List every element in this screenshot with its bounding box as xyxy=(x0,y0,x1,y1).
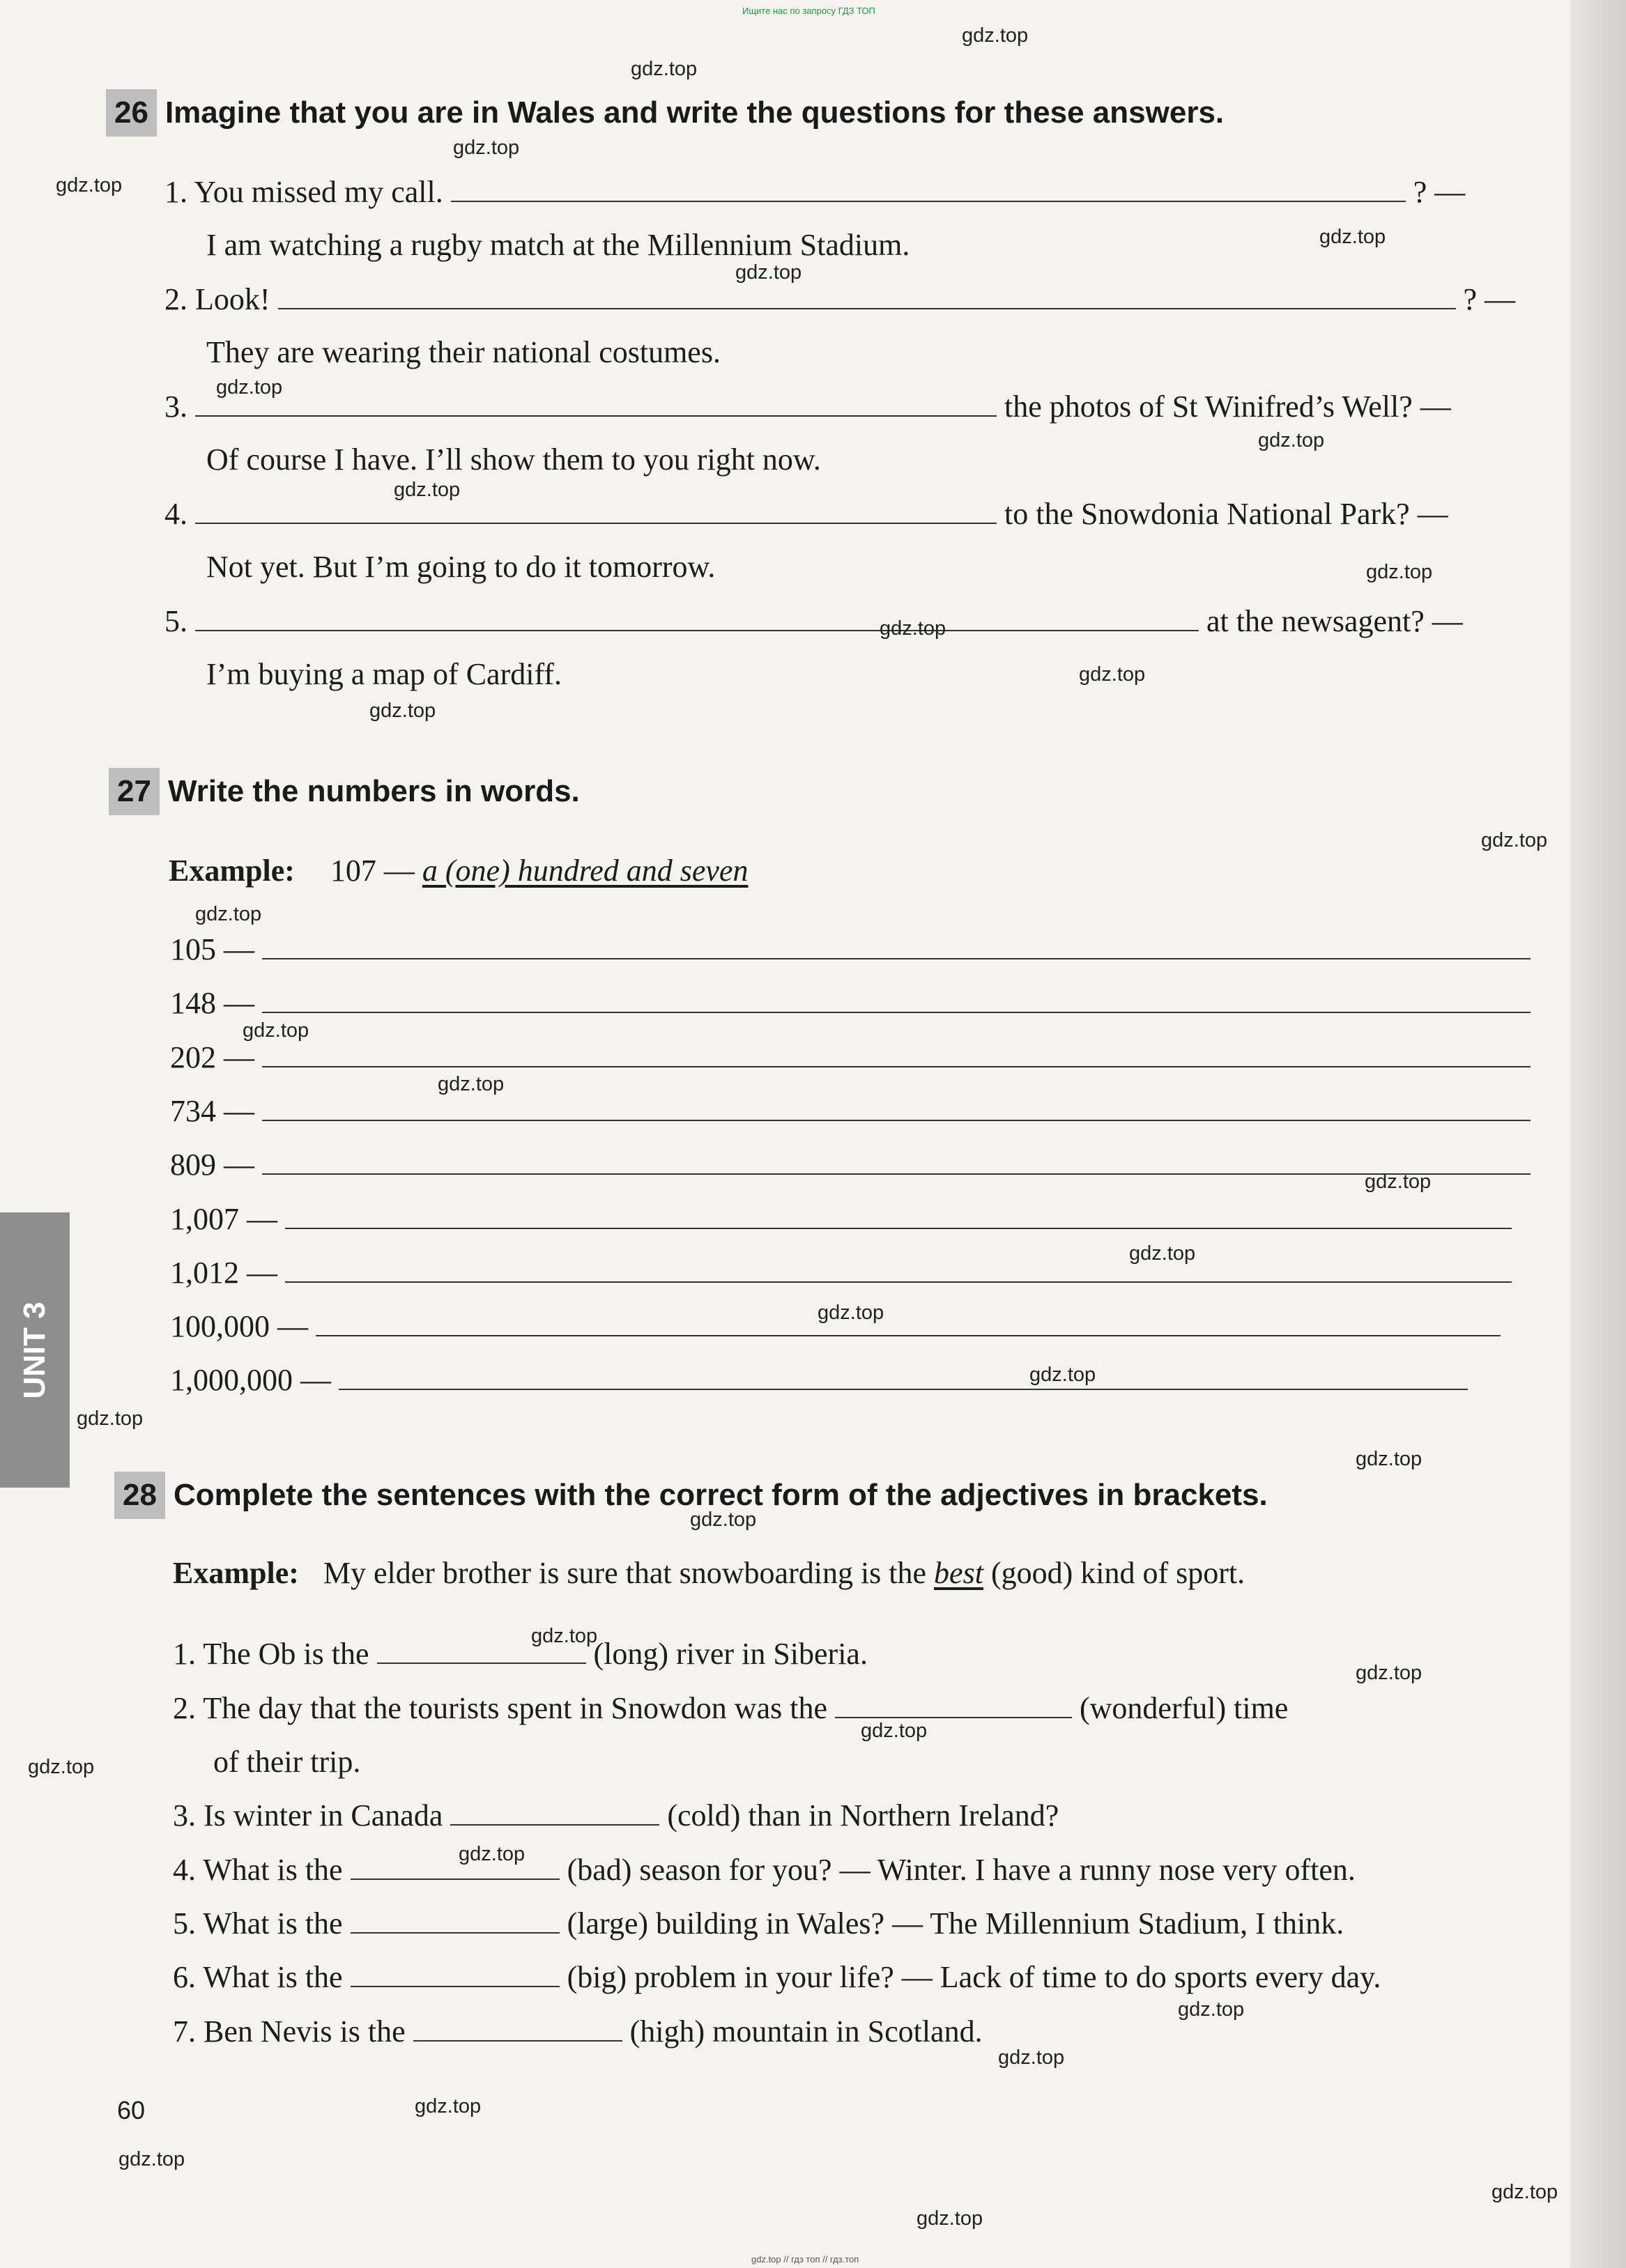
ex26-q1-blank[interactable] xyxy=(451,173,1406,202)
ex27-item-label: 105 — xyxy=(170,932,254,966)
ex28-item-6 xyxy=(173,1958,1381,1997)
ex26-q2 xyxy=(164,280,1515,319)
ex26-heading xyxy=(106,89,1224,137)
watermark: gdz.top xyxy=(531,1625,598,1647)
watermark: gdz.top xyxy=(56,174,123,196)
watermark: gdz.top xyxy=(690,1509,757,1531)
watermark: gdz.top xyxy=(415,2095,482,2117)
ex27-item-202 xyxy=(170,1038,1531,1077)
watermark: gdz.top xyxy=(1356,1448,1422,1470)
ex28-number: 28 xyxy=(114,1472,165,1519)
ex27-blank[interactable] xyxy=(316,1307,1501,1336)
ex27-item-105 xyxy=(170,930,1531,969)
ex26-q3-text: 3. xyxy=(164,389,187,424)
ex27-item-148 xyxy=(170,984,1531,1023)
watermark: gdz.top xyxy=(916,2207,983,2230)
watermark: gdz.top xyxy=(631,58,698,80)
ex26-title: Imagine that you are in Wales and write the questions for these answers. xyxy=(164,95,1225,130)
ex27-title: Write the numbers in words. xyxy=(167,774,580,808)
ex27-blank[interactable] xyxy=(262,984,1531,1013)
ex28-item-1 xyxy=(173,1635,868,1674)
ex28-item-after: (big) problem in your life? — Lack of time to do sports every day. xyxy=(567,1960,1381,1994)
watermark: gdz.top xyxy=(216,376,283,399)
watermark: gdz.top xyxy=(1258,429,1325,452)
watermark: gdz.top xyxy=(962,24,1029,47)
ex28-item-2-cont: of their trip. xyxy=(213,1745,361,1779)
watermark: gdz.top xyxy=(1319,226,1386,248)
watermark: gdz.top xyxy=(1129,1242,1196,1265)
watermark: gdz.top xyxy=(195,903,262,925)
watermark: gdz.top xyxy=(438,1073,505,1095)
ex27-item-label: 100,000 — xyxy=(170,1309,308,1343)
ex28-example-after: (good) kind of sport. xyxy=(990,1556,1245,1590)
ex28-item-after: (cold) than in Northern Ireland? xyxy=(667,1798,1059,1833)
ex27-item-label: 734 — xyxy=(170,1094,254,1128)
watermark: gdz.top xyxy=(453,137,520,159)
ex27-example-label: Example: xyxy=(169,854,295,888)
ex28-item-before: 2. The day that the tourists spent in Snowdon was the xyxy=(173,1691,827,1725)
ex26-a3: Of course I have. I’ll show them to you right now. xyxy=(206,442,821,477)
top-search-note: Ищите нас по запросу ГДЗ ТОП xyxy=(742,6,875,16)
watermark: gdz.top xyxy=(118,2148,185,2170)
ex28-item-before: 5. What is the xyxy=(173,1906,343,1941)
ex26-q3-suffix: the photos of St Winifred’s Well? — xyxy=(1004,389,1451,424)
ex26-q3 xyxy=(164,387,1451,426)
ex27-heading xyxy=(109,768,580,815)
ex27-item-label: 1,007 — xyxy=(170,1202,277,1236)
watermark: gdz.top xyxy=(1481,829,1548,851)
ex27-item-label: 148 — xyxy=(170,986,254,1020)
ex28-blank[interactable] xyxy=(351,1851,560,1880)
ex28-item-4 xyxy=(173,1851,1356,1890)
ex27-blank[interactable] xyxy=(262,1145,1531,1175)
ex28-example-label: Example: xyxy=(173,1556,299,1590)
ex27-item-label: 1,012 — xyxy=(170,1256,277,1290)
ex26-q2-blank[interactable] xyxy=(278,280,1456,309)
ex26-a1: I am watching a rugby match at the Millennium Stadium. xyxy=(206,228,910,262)
ex28-item-after: (long) river in Siberia. xyxy=(593,1637,868,1671)
watermark: gdz.top xyxy=(459,1843,526,1865)
ex28-item-after: (high) mountain in Scotland. xyxy=(629,2014,983,2049)
ex28-example-before: My elder brother is sure that snowboarding is the xyxy=(323,1556,927,1590)
page-edge-shadow xyxy=(1570,0,1626,2268)
ex26-q3-blank[interactable] xyxy=(195,387,997,417)
ex26-q2-text: 2. Look! xyxy=(164,282,270,316)
ex26-q4-blank[interactable] xyxy=(195,495,997,524)
ex27-blank[interactable] xyxy=(262,930,1531,959)
ex26-a2: They are wearing their national costumes. xyxy=(206,335,721,369)
watermark: gdz.top xyxy=(394,479,461,501)
ex26-q1-suffix: ? — xyxy=(1413,175,1466,209)
ex27-item-1000000 xyxy=(170,1361,1468,1400)
ex26-q5-blank[interactable] xyxy=(195,602,1199,631)
ex26-q5-text: 5. xyxy=(164,604,187,638)
ex27-blank[interactable] xyxy=(285,1253,1512,1283)
ex27-item-label: 809 — xyxy=(170,1148,254,1182)
ex28-item-after: (bad) season for you? — Winter. I have a runny nose very often. xyxy=(567,1853,1356,1887)
ex27-item-label: 1,000,000 — xyxy=(170,1363,331,1397)
ex27-item-734 xyxy=(170,1092,1531,1131)
ex28-item-before: 1. The Ob is the xyxy=(173,1637,369,1671)
watermark: gdz.top xyxy=(818,1302,884,1324)
watermark: gdz.top xyxy=(1365,1171,1432,1193)
watermark: gdz.top xyxy=(1491,2181,1558,2203)
ex27-blank[interactable] xyxy=(285,1200,1512,1229)
ex27-example-answer: a (one) hundred and seven xyxy=(422,854,749,888)
ex27-item-label: 202 — xyxy=(170,1040,254,1074)
ex27-item-1007 xyxy=(170,1200,1512,1239)
ex27-example xyxy=(169,851,748,890)
ex27-example-number: 107 — xyxy=(330,854,415,888)
watermark: gdz.top xyxy=(880,617,946,640)
ex27-item-1012 xyxy=(170,1253,1512,1293)
ex26-q2-suffix: ? — xyxy=(1463,282,1516,316)
ex27-item-809 xyxy=(170,1145,1531,1185)
ex28-example-answer: best xyxy=(934,1556,983,1590)
watermark: gdz.top xyxy=(77,1407,144,1430)
ex28-item-3 xyxy=(173,1796,1059,1835)
ex28-example xyxy=(173,1554,1245,1593)
ex26-q5-suffix: at the newsagent? — xyxy=(1206,604,1463,638)
ex27-blank[interactable] xyxy=(262,1092,1531,1121)
ex26-q5 xyxy=(164,602,1463,641)
watermark: gdz.top xyxy=(1178,1998,1245,2021)
ex26-q1 xyxy=(164,173,1465,212)
ex28-item-before: 6. What is the xyxy=(173,1960,343,1994)
ex26-q4-suffix: to the Snowdonia National Park? — xyxy=(1004,497,1448,531)
unit-tab xyxy=(0,1212,70,1488)
ex26-q1-text: 1. You missed my call. xyxy=(164,175,443,209)
ex28-item-5 xyxy=(173,1904,1344,1943)
watermark: gdz.top xyxy=(243,1019,309,1042)
watermark: gdz.top xyxy=(861,1720,928,1742)
ex28-blank[interactable] xyxy=(351,1958,560,1987)
ex27-blank[interactable] xyxy=(339,1361,1468,1390)
ex28-item-after: (wonderful) time xyxy=(1079,1691,1289,1725)
ex28-item-2 xyxy=(173,1689,1288,1728)
ex28-item-before: 4. What is the xyxy=(173,1853,343,1887)
ex28-item-before: 3. Is winter in Canada xyxy=(173,1798,443,1833)
watermark: gdz.top xyxy=(1029,1364,1096,1386)
ex28-title: Complete the sentences with the correct form of the adjectives in brackets. xyxy=(173,1478,1268,1512)
ex26-a4: Not yet. But I’m going to do it tomorrow. xyxy=(206,550,716,584)
ex28-item-before: 7. Ben Nevis is the xyxy=(173,2014,406,2049)
watermark: gdz.top xyxy=(28,1756,95,1778)
ex28-item-7 xyxy=(173,2012,983,2051)
ex27-blank[interactable] xyxy=(262,1038,1531,1067)
watermark: gdz.top xyxy=(1366,561,1433,583)
watermark: gdz.top xyxy=(1356,1662,1422,1684)
watermark: gdz.top xyxy=(1079,663,1146,686)
ex26-q4-text: 4. xyxy=(164,497,187,531)
watermark: gdz.top xyxy=(998,2046,1065,2069)
ex27-number: 27 xyxy=(109,768,160,815)
ex28-blank[interactable] xyxy=(450,1796,659,1826)
ex28-blank[interactable] xyxy=(835,1689,1072,1718)
unit-tab-label: UNIT 3 xyxy=(17,1302,52,1399)
ex26-number: 26 xyxy=(106,89,157,137)
watermark: gdz.top xyxy=(369,700,436,722)
ex26-a5: I’m buying a map of Cardiff. xyxy=(206,657,562,691)
ex28-blank[interactable] xyxy=(413,2012,622,2042)
bottom-note: gdz.top // гдз топ // гдз.топ xyxy=(751,2254,859,2265)
page-number: 60 xyxy=(117,2096,146,2124)
ex28-item-after: (large) building in Wales? — The Millennium Stadium, I think. xyxy=(567,1906,1344,1941)
ex28-blank[interactable] xyxy=(351,1904,560,1934)
ex26-q4 xyxy=(164,495,1448,534)
watermark: gdz.top xyxy=(735,261,802,284)
